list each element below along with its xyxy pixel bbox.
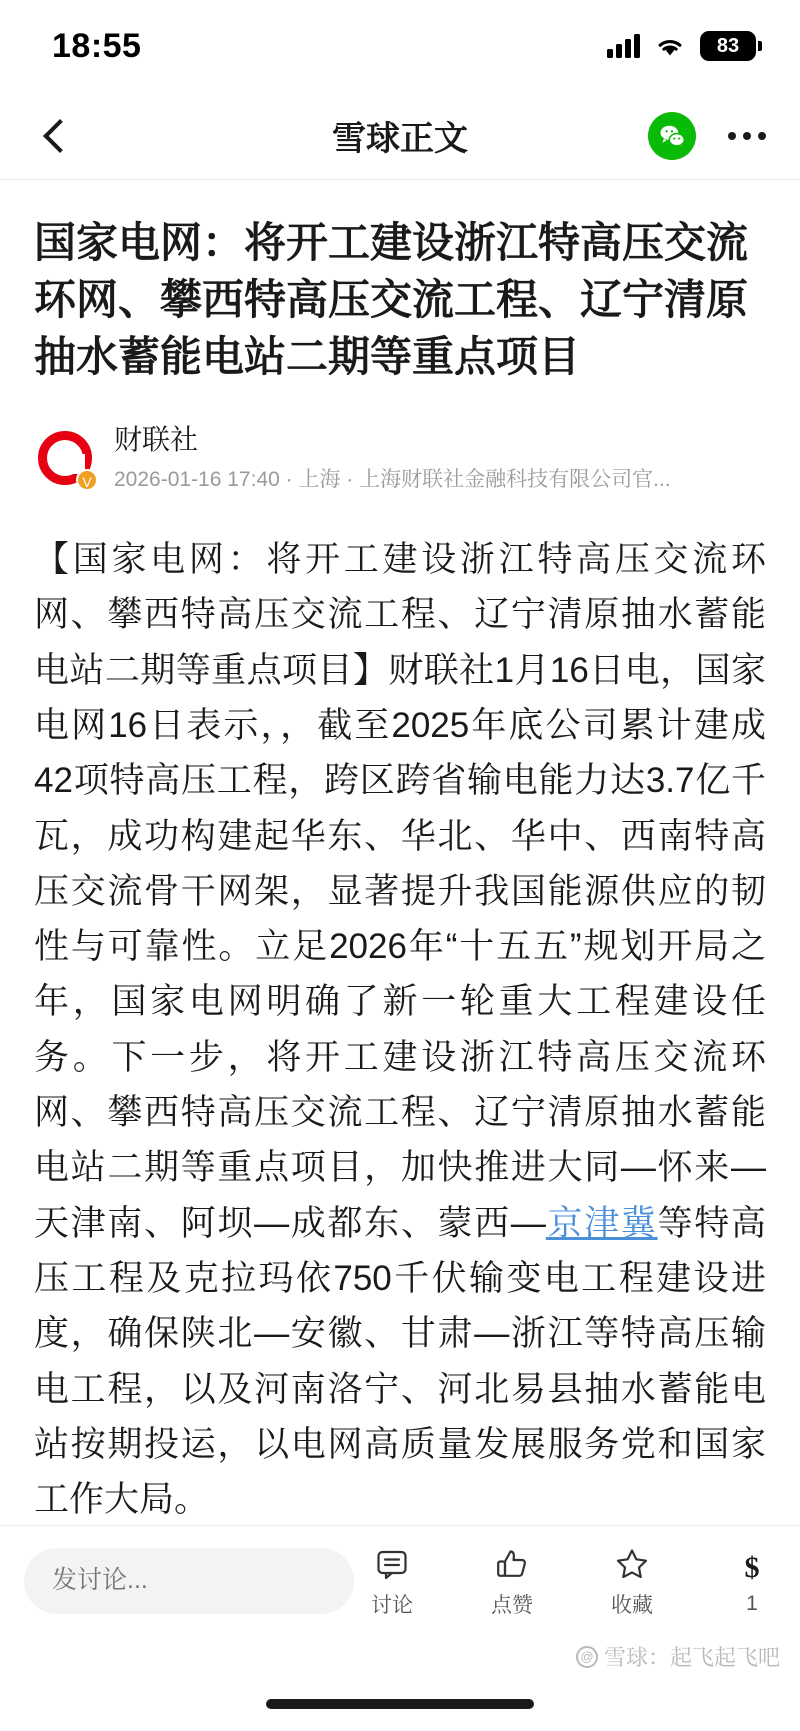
star-favorite-icon [615, 1543, 649, 1585]
comment-icon [375, 1543, 409, 1585]
battery-indicator: 83 [700, 31, 756, 61]
status-bar [0, 0, 800, 92]
comment-input[interactable] [24, 1548, 354, 1614]
article-body-part1: 【国家电网：将开工建设浙江特高压交流环网、攀西特高压交流工程、辽宁清原抽水蓄能电站二期等重点项目】财联社1月16日电，国家电网16日表示，，截至2025年底公司累计建成42项特高压工程，跨区跨省输电能力达3.7亿千瓦，成功构建起华东、华北、华中、西南特高压交流骨干网架，显著提升我国能源供应的韧性与可靠性。立足2026年“十五五”规划开局之年，国家电网明确了新一轮重大工程建设任务。下一步，将开工建设浙江特高压交流环网、攀西特高压交流工程、辽宁清原抽水蓄能电站二期等重点项目，加快推进大同—怀来—天津南、阿坝—成都东、蒙西— [34, 540, 766, 1243]
article-headline: 国家电网：将开工建设浙江特高压交流环网、攀西特高压交流工程、辽宁清原抽水蓄能电站二期等重点项目 [34, 219, 749, 381]
wechat-icon[interactable] [648, 112, 696, 160]
page-title: 雪球正文 [332, 120, 468, 158]
cellular-signal-icon [607, 34, 640, 58]
favorite-label: 收藏 [611, 1593, 653, 1617]
wifi-icon [654, 34, 686, 58]
like-thumbs-up-icon [495, 1543, 529, 1585]
discuss-button[interactable] [354, 1543, 430, 1619]
source-meta: 2026-01-16 17:40 · 上海 · 上海财联社金融科技有限公司官... [114, 467, 671, 491]
favorite-button[interactable] [594, 1543, 670, 1619]
status-indicators [607, 31, 756, 61]
avatar [34, 427, 96, 489]
more-options-icon[interactable] [728, 132, 766, 140]
article-content [0, 180, 800, 1731]
source-name: 财联社 [114, 424, 199, 456]
navigation-bar [0, 92, 800, 180]
watermark [576, 1641, 780, 1672]
action-buttons [354, 1543, 800, 1619]
xueqiu-logo-icon: @ [576, 1646, 598, 1668]
bottom-action-bar [0, 1525, 800, 1635]
reward-count: 1 [746, 1591, 758, 1615]
article-body-part2: 等特高压工程及克拉玛依750千伏输变电工程建设进度，确保陕北—安徽、甘肃—浙江等特高压输电工程，以及河南洛宁、河北易县抽水蓄能电站按期投运，以电网高质量发展服务党和国家工作大局。 [34, 1203, 766, 1520]
discuss-label: 讨论 [371, 1593, 413, 1617]
like-label: 点赞 [491, 1593, 533, 1617]
back-chevron-icon [43, 119, 77, 153]
verified-badge-icon: V [76, 469, 98, 491]
source-text [114, 423, 671, 492]
nav-actions [648, 112, 766, 160]
article-source[interactable] [34, 423, 766, 492]
status-time: 18:55 [52, 26, 142, 65]
home-indicator[interactable] [266, 1699, 534, 1709]
watermark-text: 雪球：起飞起飞吧 [603, 1645, 780, 1670]
svg-text:$: $ [744, 1550, 760, 1584]
back-button[interactable] [34, 113, 80, 159]
article-body-link[interactable]: 京津冀 [545, 1203, 658, 1243]
dollar-reward-icon [735, 1546, 769, 1588]
footer [0, 1635, 800, 1731]
reward-button[interactable] [714, 1546, 790, 1616]
like-button[interactable] [474, 1543, 550, 1619]
article-body [34, 532, 766, 1527]
